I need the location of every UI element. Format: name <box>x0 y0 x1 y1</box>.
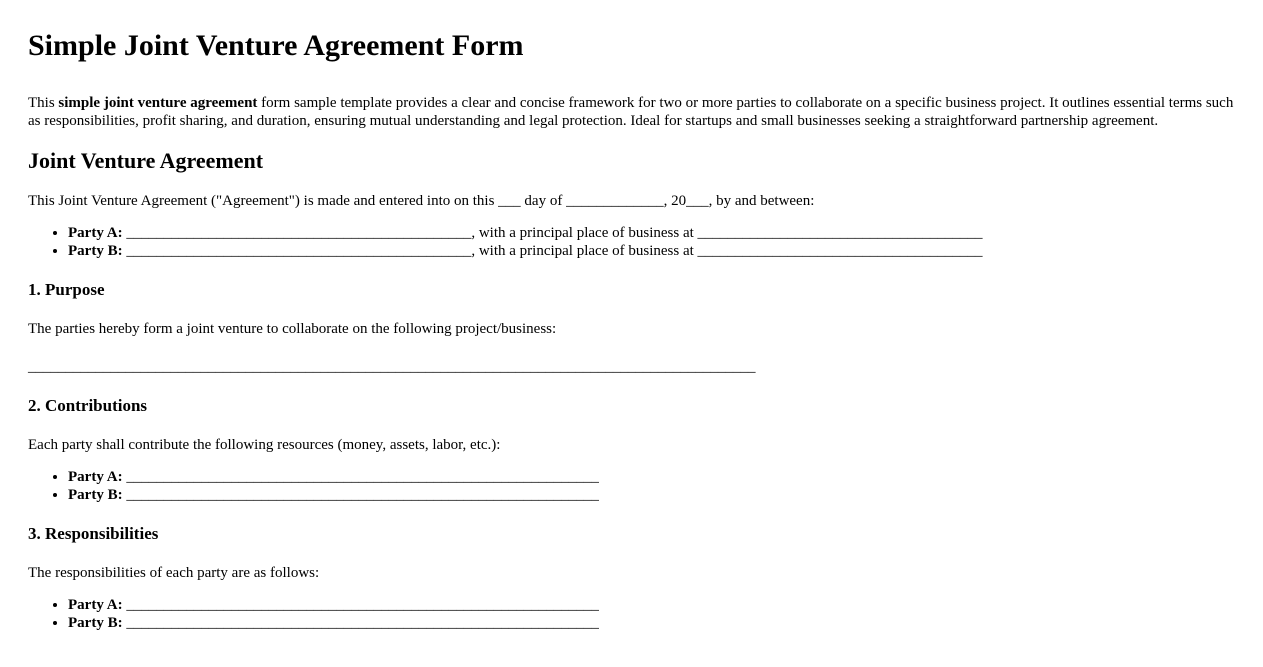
blank-line: _______________________________________________________________ <box>126 487 599 503</box>
list-item <box>68 224 1235 242</box>
list-item <box>68 468 1235 486</box>
party-b-name-blank: ______________________________________________ <box>126 243 472 259</box>
blank-line: _______________________________________________________________ <box>126 597 599 613</box>
party-label: Party A: <box>68 597 123 613</box>
agreement-heading: Joint Venture Agreement <box>28 148 264 173</box>
intro-bold: simple joint venture agreement <box>58 95 258 111</box>
list-item <box>68 486 1235 504</box>
blank-line: _______________________________________________________________ <box>126 469 599 485</box>
intro-paragraph <box>28 94 1235 130</box>
intro-pre: This <box>28 95 59 111</box>
contributions-text: Each party shall contribute the following resources (money, assets, labor, etc.): <box>28 437 501 453</box>
party-label: Party A: <box>68 225 123 241</box>
blank-line: _______________________________________________________________ <box>126 615 599 631</box>
list-item <box>68 596 1235 614</box>
party-a-name-blank: ______________________________________________ <box>126 225 472 241</box>
contributions-list <box>28 468 1235 504</box>
opening-paragraph: This Joint Venture Agreement ("Agreement") is made and entered into on this ___ day of _____________, 20___, by and between: <box>28 193 815 209</box>
purpose-blank: _________________________________________________________________________________________________ <box>28 359 756 375</box>
section-heading-responsibilities: 3. Responsibilities <box>28 524 159 543</box>
party-label: Party A: <box>68 469 123 485</box>
document <box>0 28 1263 632</box>
party-label: Party B: <box>68 243 123 259</box>
party-label: Party B: <box>68 487 123 503</box>
page-title: Simple Joint Venture Agreement Form <box>28 29 524 62</box>
intro-post: form sample template provides a clear and concise framework for two or more parties to collaborate on a specific business project. It outlines essential terms such as responsibilities, profit sharing, and duration, ensuring mutual understanding and legal protection. Ideal for startups and small businesses seeking a straightforward partnership agreement. <box>28 95 1234 129</box>
purpose-text: The parties hereby form a joint venture to collaborate on the following project/business: <box>28 321 557 337</box>
section-heading-contributions: 2. Contributions <box>28 396 148 415</box>
section-heading-purpose: 1. Purpose <box>28 280 105 299</box>
party-a-address: , with a principal place of business at ______________________________________ <box>471 225 983 241</box>
list-item <box>68 614 1235 632</box>
party-label: Party B: <box>68 615 123 631</box>
responsibilities-text: The responsibilities of each party are as follows: <box>28 565 320 581</box>
party-b-address: , with a principal place of business at ______________________________________ <box>471 243 983 259</box>
responsibilities-list <box>28 596 1235 632</box>
parties-list <box>28 224 1235 260</box>
list-item <box>68 242 1235 260</box>
